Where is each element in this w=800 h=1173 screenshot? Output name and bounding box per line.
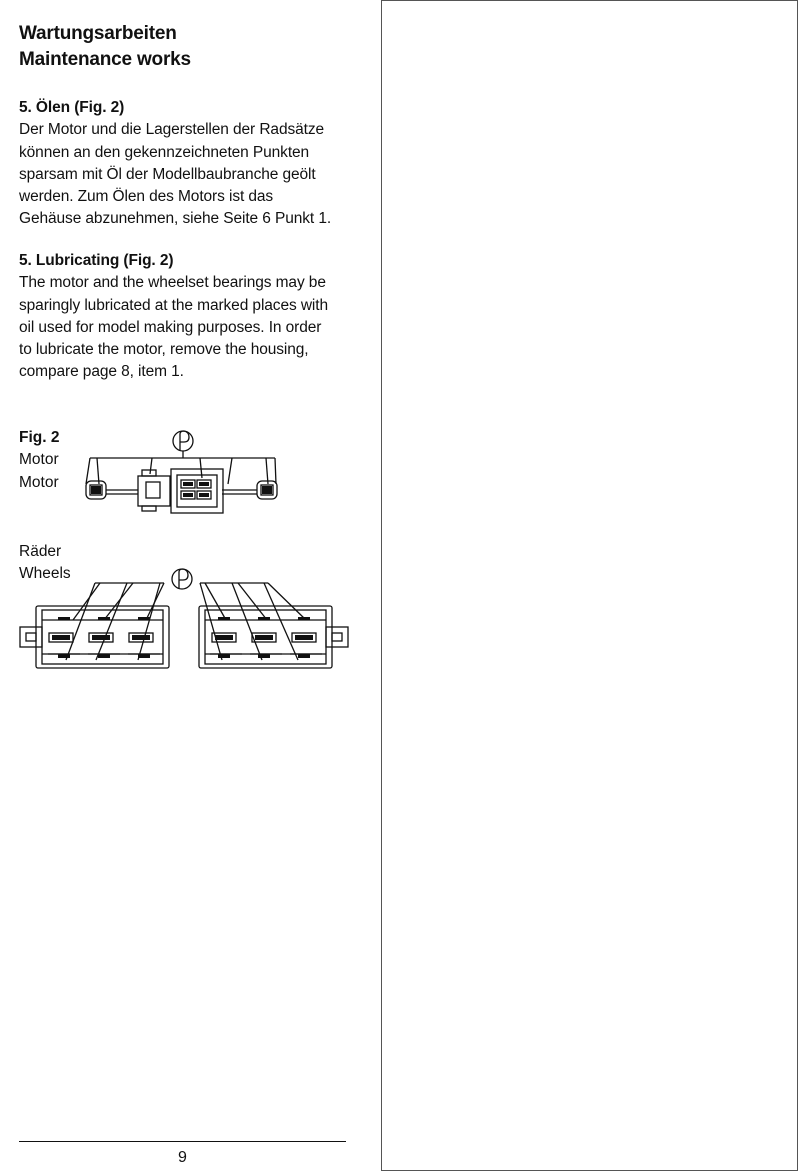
motor-label-english: Motor (19, 473, 59, 491)
right-blank-page (381, 0, 798, 1171)
wheels-label-english: Wheels (19, 565, 71, 583)
motor-label-german: Motor (19, 451, 59, 469)
page-number: 9 (178, 1149, 187, 1166)
page-title (19, 21, 191, 73)
section-english (19, 250, 364, 384)
section-english-line: sparingly lubricated at the marked places with (19, 296, 329, 314)
section-english-line: compare page 8, item 1. (19, 363, 184, 381)
oil-can-icon (172, 569, 192, 589)
footer-divider (19, 1141, 346, 1142)
section-german-line: Der Motor und die Lagerstellen der Radsätze (19, 121, 325, 139)
section-german-line: werden. Zum Ölen des Motors ist das (19, 188, 274, 206)
section-english-line: to lubricate the motor, remove the housing, (19, 341, 309, 359)
section-english-line: oil used for model making purposes. In order (19, 318, 322, 336)
oil-can-icon (173, 431, 193, 451)
title-german: Wartungsarbeiten (19, 23, 177, 44)
section-english-line: The motor and the wheelset bearings may be (19, 274, 326, 292)
left-page (0, 0, 380, 1173)
title-english: Maintenance works (19, 49, 191, 70)
wheels-label-german: Räder (19, 543, 62, 560)
section-german-line: sparsam mit Öl der Modellbaubranche geölt (19, 165, 316, 183)
section-german (19, 97, 364, 231)
figure-label: Fig. 2 (19, 429, 60, 446)
section-english-heading: 5. Lubricating (Fig. 2) (19, 252, 174, 269)
section-german-heading: 5. Ölen (Fig. 2) (19, 99, 125, 116)
motor-diagram (0, 420, 380, 520)
section-german-line: Gehäuse abzunehmen, siehe Seite 6 Punkt 1. (19, 210, 332, 228)
section-german-line: können an den gekennzeichneten Punkten (19, 143, 310, 161)
wheels-diagram (0, 562, 380, 677)
